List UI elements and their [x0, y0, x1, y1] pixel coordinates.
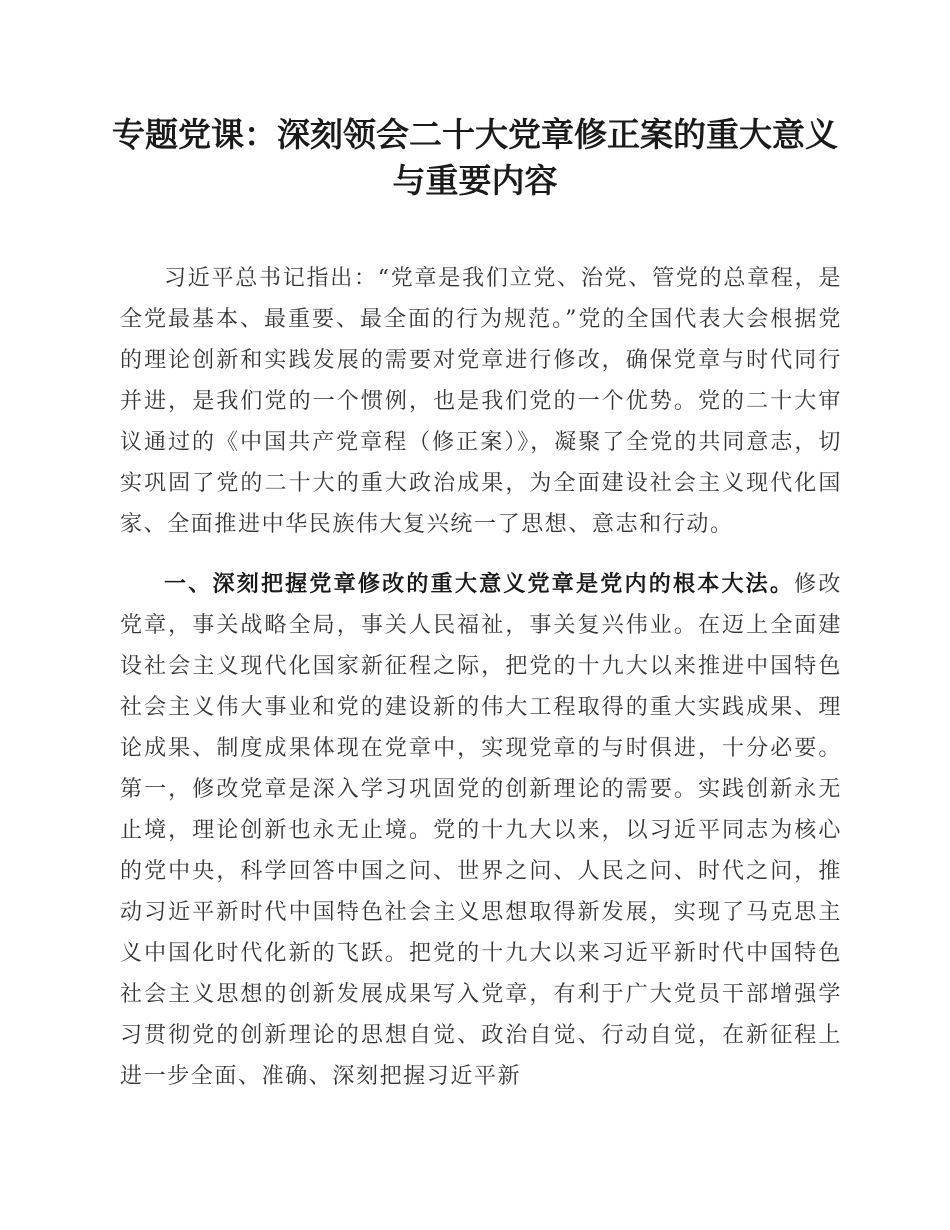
document-body: [120, 258, 842, 1097]
document-title: 专题党课：深刻领会二十大党章修正案的重大意义与重要内容: [112, 115, 838, 200]
intro-paragraph: [120, 258, 842, 545]
section-one-paragraph: [120, 564, 842, 1097]
intro-paragraph-text: 习近平总书记指出：“党章是我们立党、治党、管党的总章程，是全党最基本、最重要、最全面的行为规范。”党的全国代表大会根据党的理论创新和实践发展的需要对党章进行修改，确保党章与时代同行并进，是我们党的一个惯例，也是我们党的一个优势。党的二十大审议通过的《中国共产党章程（修正案）》，凝聚了全党的共同意志，切实巩固了党的二十大的重大政治成果，为全面建设社会主义现代化国家、全面推进中华民族伟大复兴统一了思想、意志和行动。: [120, 266, 842, 537]
section-one-text: 修改党章，事关战略全局，事关人民福祉，事关复兴伟业。在迈上全面建设社会主义现代化国家新征程之际，把党的十九大以来推进中国特色社会主义伟大事业和党的建设新的伟大工程取得的重大实践成果、理论成果、制度成果体现在党章中，实现党章的与时俱进，十分必要。第一，修改党章是深入学习巩固党的创新理论的需要。实践创新永无止境，理论创新也永无止境。党的十九大以来，以习近平同志为核心的党中央，科学回答中国之问、世界之问、人民之问、时代之问，推动习近平新时代中国特色社会主义思想取得新发展，实现了马克思主义中国化时代化新的飞跃。把党的十九大以来习近平新时代中国特色社会主义思想的创新发展成果写入党章，有利于广大党员干部增强学习贯彻党的创新理论的思想自觉、政治自觉、行动自觉，在新征程上进一步全面、准确、深刻把握习近平新: [120, 572, 842, 1089]
section-one-heading: 一、深刻把握党章修改的重大意义党章是党内的根本大法。: [164, 571, 795, 597]
